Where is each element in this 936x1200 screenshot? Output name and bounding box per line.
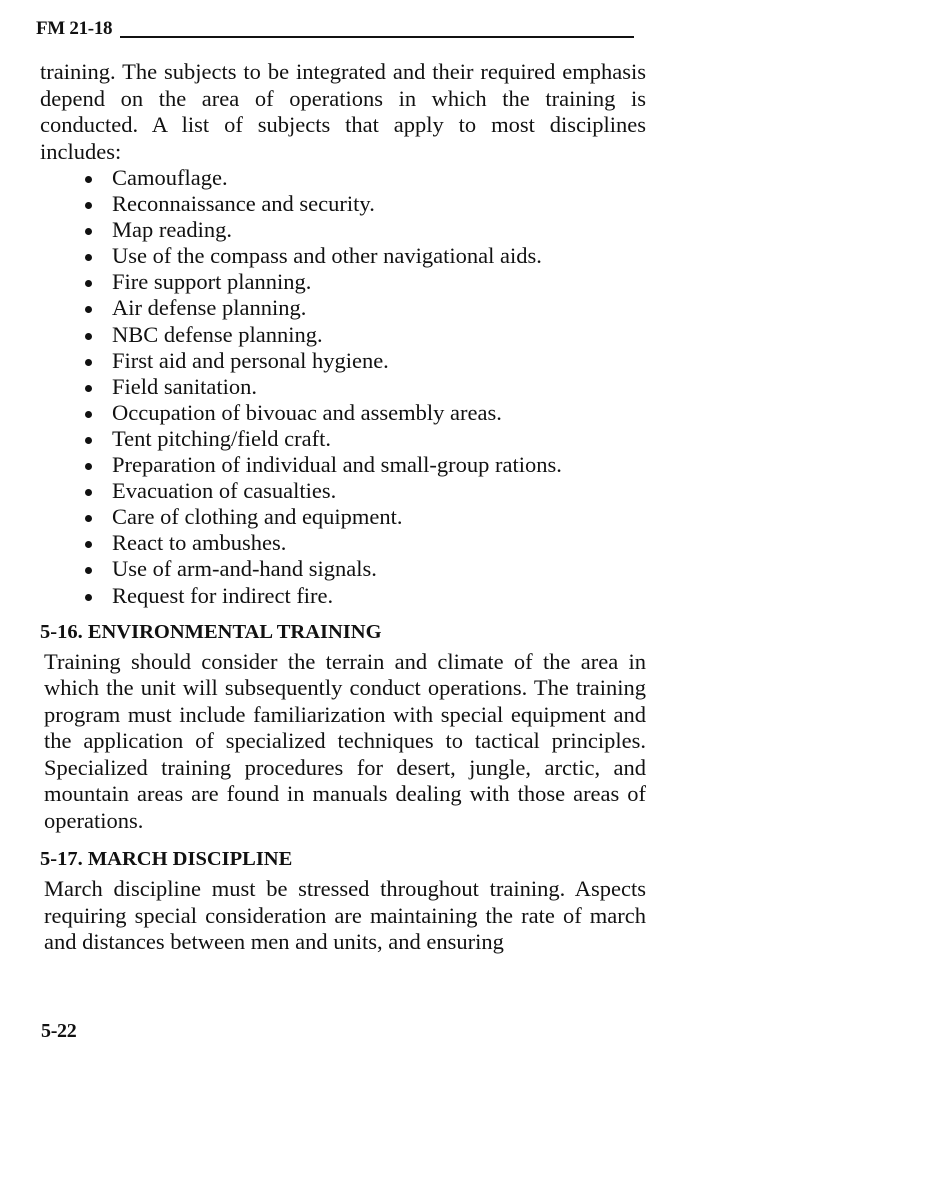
list-item-text: Request for indirect fire. bbox=[112, 582, 334, 608]
section-heading-march-discipline: 5-17. MARCH DISCIPLINE bbox=[40, 848, 293, 871]
list-item-text: Occupation of bivouac and assembly areas. bbox=[112, 399, 502, 425]
list-item bbox=[84, 217, 646, 243]
list-item-text: React to ambushes. bbox=[112, 530, 287, 556]
bullet-icon bbox=[85, 489, 92, 496]
subject-list bbox=[40, 165, 646, 609]
list-item-text: Use of arm-and-hand signals. bbox=[112, 556, 377, 582]
list-item bbox=[84, 426, 646, 452]
list-item bbox=[84, 348, 646, 374]
list-item-text: First aid and personal hygiene. bbox=[112, 347, 389, 373]
list-item-text: Tent pitching/field craft. bbox=[112, 425, 331, 451]
list-item bbox=[84, 165, 646, 191]
list-item-text: Map reading. bbox=[112, 217, 232, 243]
bullet-icon bbox=[85, 280, 92, 287]
list-item bbox=[84, 530, 646, 556]
bullet-icon bbox=[85, 567, 92, 574]
running-header bbox=[36, 16, 634, 42]
list-item bbox=[84, 400, 646, 426]
bullet-icon bbox=[85, 385, 92, 392]
bullet-icon bbox=[85, 202, 92, 209]
list-item bbox=[84, 243, 646, 269]
list-item-text: Fire support planning. bbox=[112, 269, 312, 295]
list-item-text: Air defense planning. bbox=[112, 295, 307, 321]
bullet-icon bbox=[85, 411, 92, 418]
bullet-icon bbox=[85, 254, 92, 261]
list-item-text: Field sanitation. bbox=[112, 373, 257, 399]
intro-paragraph: training. The subjects to be integrated and their required emphasis depend on the area of operations in which the training is conducted. A list of subjects that apply to most disciplines includes: bbox=[40, 59, 646, 164]
list-item bbox=[84, 269, 646, 295]
list-item-text: NBC defense planning. bbox=[112, 321, 323, 347]
bullet-icon bbox=[85, 437, 92, 444]
header-rule bbox=[120, 36, 634, 38]
list-item bbox=[84, 295, 646, 321]
list-item bbox=[84, 504, 646, 530]
list-item bbox=[84, 556, 646, 582]
manual-number: FM 21-18 bbox=[36, 18, 113, 39]
bullet-icon bbox=[85, 333, 92, 340]
list-item bbox=[84, 452, 646, 478]
list-item bbox=[84, 374, 646, 400]
bullet-icon bbox=[85, 306, 92, 313]
list-item-text: Camouflage. bbox=[112, 165, 228, 190]
list-item-text: Use of the compass and other navigational aids. bbox=[112, 243, 542, 269]
bullet-icon bbox=[85, 515, 92, 522]
list-item-text: Care of clothing and equipment. bbox=[112, 504, 403, 530]
list-item bbox=[84, 583, 646, 609]
bullet-icon bbox=[85, 463, 92, 470]
page-number: 5-22 bbox=[41, 1020, 77, 1042]
page-body bbox=[40, 59, 646, 956]
list-item-text: Preparation of individual and small-group rations. bbox=[112, 452, 562, 478]
list-item bbox=[84, 322, 646, 348]
bullet-icon bbox=[85, 594, 92, 601]
environmental-training-paragraph: Training should consider the terrain and climate of the area in which the unit will subsequently conduct operations. The training program must include familiarization with special equipment and the application of specialized techniques to tactical principles. Specialized training procedures for desert, jungle, arctic, and mountain areas are found in manuals dealing with those areas of operations. bbox=[44, 648, 646, 833]
bullet-icon bbox=[85, 541, 92, 548]
list-item-text: Reconnaissance and security. bbox=[112, 191, 375, 217]
list-item bbox=[84, 191, 646, 217]
list-item-text: Evacuation of casualties. bbox=[112, 478, 337, 504]
bullet-icon bbox=[85, 228, 92, 235]
march-discipline-paragraph: March discipline must be stressed throughout training. Aspects requiring special consideration are maintaining the rate of march and distances between men and units, and ensuring bbox=[44, 876, 646, 955]
bullet-icon bbox=[85, 176, 92, 183]
bullet-icon bbox=[85, 359, 92, 366]
list-item bbox=[84, 478, 646, 504]
section-heading-environmental-training: 5-16. ENVIRONMENTAL TRAINING bbox=[40, 620, 382, 643]
